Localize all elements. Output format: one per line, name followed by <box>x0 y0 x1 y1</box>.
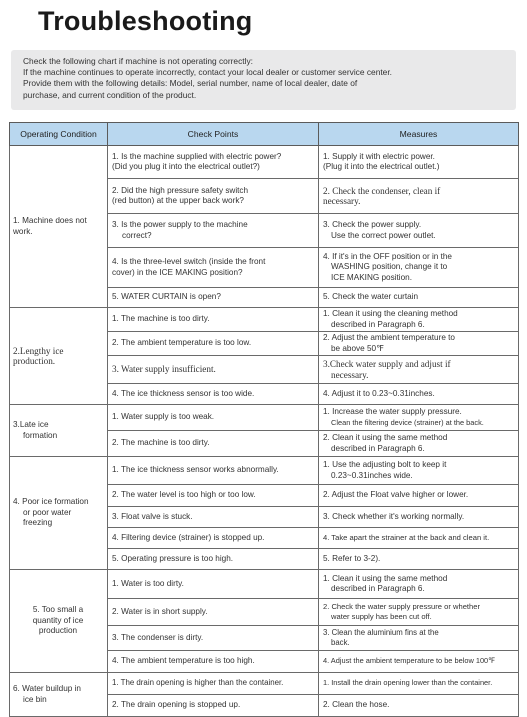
condition-text: 2.Lengthy ice <box>13 345 64 356</box>
measure-cell <box>319 695 519 717</box>
condition-cell <box>10 405 108 457</box>
measure-text: ICE MAKING position. <box>331 272 412 282</box>
condition-text: 5. Too small a <box>32 605 84 615</box>
measure-text: 3.Check water supply and adjust if <box>323 359 451 369</box>
check-point-text: 2. Did the high pressure safety switch <box>112 185 249 195</box>
measure-text: 1. Clean it using the cleaning method <box>323 309 458 318</box>
check-point-text: 2. The ambient temperature is too low. <box>112 338 252 348</box>
check-point-text: 2. The water level is too high or too low. <box>112 490 256 500</box>
measure-text: 3. Clean the aluminium fins at the <box>323 627 439 637</box>
measure-cell <box>319 179 519 214</box>
check-point-text: 1. The machine is too dirty. <box>112 314 210 324</box>
check-point-cell <box>108 507 319 528</box>
check-point-cell <box>108 599 319 626</box>
condition-text: 6. Water buildup in <box>13 684 81 693</box>
measure-cell <box>319 288 519 308</box>
check-point-cell <box>108 356 319 384</box>
measure-text: 4. Adjust it to 0.23~0.31inches. <box>323 388 435 398</box>
check-point-text: 5. WATER CURTAIN is open? <box>112 292 221 302</box>
condition-text: or poor water <box>23 507 72 517</box>
condition-cell <box>10 457 108 570</box>
condition-cell <box>10 308 108 405</box>
measure-cell <box>319 485 519 507</box>
measure-cell <box>319 549 519 570</box>
measure-text: 2. Clean it using the same method <box>323 433 448 442</box>
measure-cell <box>319 356 519 384</box>
header-measures: Measures <box>319 123 519 146</box>
check-point-text: correct? <box>122 230 152 240</box>
check-point-cell <box>108 695 319 717</box>
measure-text: 5. Refer to 3-2). <box>323 553 381 563</box>
measure-text: necessary. <box>331 369 369 380</box>
condition-cell <box>10 570 108 673</box>
measure-cell <box>319 308 519 332</box>
check-point-text: 5. Operating pressure is too high. <box>112 553 234 563</box>
check-point-text: 1. Water supply is too weak. <box>112 412 215 422</box>
measure-text: WASHING position, change it to <box>331 262 448 272</box>
condition-text: formation <box>23 430 58 440</box>
condition-cell <box>10 146 108 308</box>
measure-cell <box>319 214 519 248</box>
measure-cell <box>319 405 519 431</box>
measure-text: 4. If it's in the OFF position or in the <box>323 251 452 261</box>
check-point-cell <box>108 332 319 356</box>
check-point-text: 4. The ambient temperature is too high. <box>112 656 255 666</box>
table-row <box>10 308 519 332</box>
check-point-text: 3. The condenser is dirty. <box>112 632 204 642</box>
measure-text: 3. Check whether it's working normally. <box>323 511 465 521</box>
troubleshooting-table <box>9 122 519 717</box>
check-point-text: 1. The drain opening is higher than the container. <box>112 678 284 688</box>
measure-cell <box>319 528 519 549</box>
check-point-cell <box>108 214 319 248</box>
measure-cell <box>319 332 519 356</box>
measure-text: 4. Take apart the strainer at the back and clean it. <box>323 532 490 542</box>
table-row <box>10 146 519 179</box>
check-point-cell <box>108 308 319 332</box>
measure-text: 2. Check the condenser, clean if <box>323 185 441 196</box>
check-point-cell <box>108 570 319 599</box>
measure-cell <box>319 626 519 651</box>
check-point-cell <box>108 405 319 431</box>
measure-text: 2. Clean the hose. <box>323 700 390 710</box>
measure-cell <box>319 570 519 599</box>
measure-text: described in Paragraph 6. <box>331 319 425 329</box>
condition-text: quantity of ice <box>32 615 84 625</box>
measure-cell <box>319 457 519 485</box>
condition-text: 3.Late ice <box>13 420 49 429</box>
measure-text: 3. Check the power supply. <box>323 220 422 229</box>
measure-text: described in Paragraph 6. <box>331 443 425 453</box>
check-point-text: 2. The drain opening is stopped up. <box>112 700 241 710</box>
condition-text: production <box>38 626 78 636</box>
check-point-cell <box>108 549 319 570</box>
condition-text: ice bin <box>23 694 47 704</box>
check-point-cell <box>108 179 319 214</box>
check-point-cell <box>108 146 319 179</box>
measure-text: be above 50℉ <box>331 343 384 353</box>
check-point-text: (Did you plug it into the electrical outlet?) <box>112 162 260 171</box>
measure-text: Clean the filtering device (strainer) at the back. <box>331 417 484 427</box>
measure-text: 0.23~0.31inches wide. <box>331 470 413 480</box>
check-point-text: 4. Is the three-level switch (inside the front <box>112 257 266 266</box>
condition-text: work. <box>13 226 33 236</box>
notice-line: purchase, and current condition of the product. <box>23 89 197 100</box>
check-point-text: 2. The machine is too dirty. <box>112 438 210 448</box>
measure-text: (Plug it into the electrical outlet.) <box>323 162 440 171</box>
measure-text: 5. Check the water curtain <box>323 292 419 302</box>
header-check-points: Check Points <box>108 123 319 146</box>
measure-text: Use the correct power outlet. <box>331 230 436 240</box>
page-title: Troubleshooting <box>38 6 253 36</box>
condition-text: 1. Machine does not <box>13 216 87 225</box>
measure-text: 1. Install the drain opening lower than the container. <box>323 678 493 688</box>
measure-text: 1. Increase the water supply pressure. <box>323 407 462 416</box>
measure-cell <box>319 651 519 673</box>
check-point-cell <box>108 248 319 288</box>
measure-cell <box>319 431 519 457</box>
measure-text: 1. Clean it using the same method <box>323 573 448 583</box>
measure-text: 2. Adjust the ambient temperature to <box>323 333 455 342</box>
check-point-text: 4. Filtering device (strainer) is stopped up. <box>112 532 265 542</box>
measure-text: back. <box>331 638 350 647</box>
measure-cell <box>319 673 519 695</box>
measure-cell <box>319 507 519 528</box>
measure-cell <box>319 384 519 405</box>
check-point-text: 1. Is the machine supplied with electric power? <box>112 151 282 161</box>
check-point-text: cover) in the ICE MAKING position? <box>112 267 243 277</box>
measure-text: 2. Adjust the Float valve higher or lower. <box>323 490 469 500</box>
notice-line: If the machine continues to operate incorrectly, contact your local dealer or customer service center. <box>23 67 392 78</box>
table-row <box>10 673 519 695</box>
condition-text: freezing <box>23 518 53 528</box>
measure-text: water supply has been cut off. <box>331 612 432 621</box>
check-point-text: (red button) at the upper back work? <box>112 196 244 205</box>
measure-text: 1. Use the adjusting bolt to keep it <box>323 460 447 469</box>
check-point-cell <box>108 528 319 549</box>
check-point-cell <box>108 626 319 651</box>
check-point-cell <box>108 384 319 405</box>
check-point-cell <box>108 651 319 673</box>
table-row <box>10 405 519 431</box>
condition-cell <box>10 673 108 717</box>
measure-text: 2. Check the water supply pressure or whether <box>323 601 481 611</box>
check-point-text: 1. The ice thickness sensor works abnormally. <box>112 465 279 475</box>
check-point-text: 2. Water is in short supply. <box>112 606 208 616</box>
check-point-text: 3. Water supply insufficient. <box>112 364 216 375</box>
check-point-cell <box>108 288 319 308</box>
check-point-text: 4. The ice thickness sensor is too wide. <box>112 388 255 398</box>
measure-text: necessary. <box>323 196 361 206</box>
measure-cell <box>319 248 519 288</box>
measure-text: described in Paragraph 6. <box>331 584 425 593</box>
check-point-text: 3. Float valve is stuck. <box>112 511 193 521</box>
check-point-cell <box>108 673 319 695</box>
check-point-cell <box>108 485 319 507</box>
check-point-cell <box>108 431 319 457</box>
check-point-cell <box>108 457 319 485</box>
check-point-text: 3. Is the power supply to the machine <box>112 220 248 229</box>
notice-line: Provide them with the following details: Model, serial number, name of local dealer, date of <box>23 78 358 89</box>
measure-text: 4. Adjust the ambient temperature to be below 100℉ <box>323 656 496 666</box>
measure-cell <box>319 599 519 626</box>
condition-text: 4. Poor ice formation <box>13 497 89 507</box>
notice-box <box>11 50 516 110</box>
header-operating-condition: Operating Condition <box>10 123 108 146</box>
check-point-text: 1. Water is too dirty. <box>112 578 184 588</box>
measure-cell <box>319 146 519 179</box>
table-row <box>10 457 519 485</box>
condition-text: production. <box>13 356 56 366</box>
notice-line: Check the following chart if machine is not operating correctly: <box>23 56 253 66</box>
table-row <box>10 570 519 599</box>
measure-text: 1. Supply it with electric power. <box>323 151 435 161</box>
table-header-row <box>10 123 519 146</box>
